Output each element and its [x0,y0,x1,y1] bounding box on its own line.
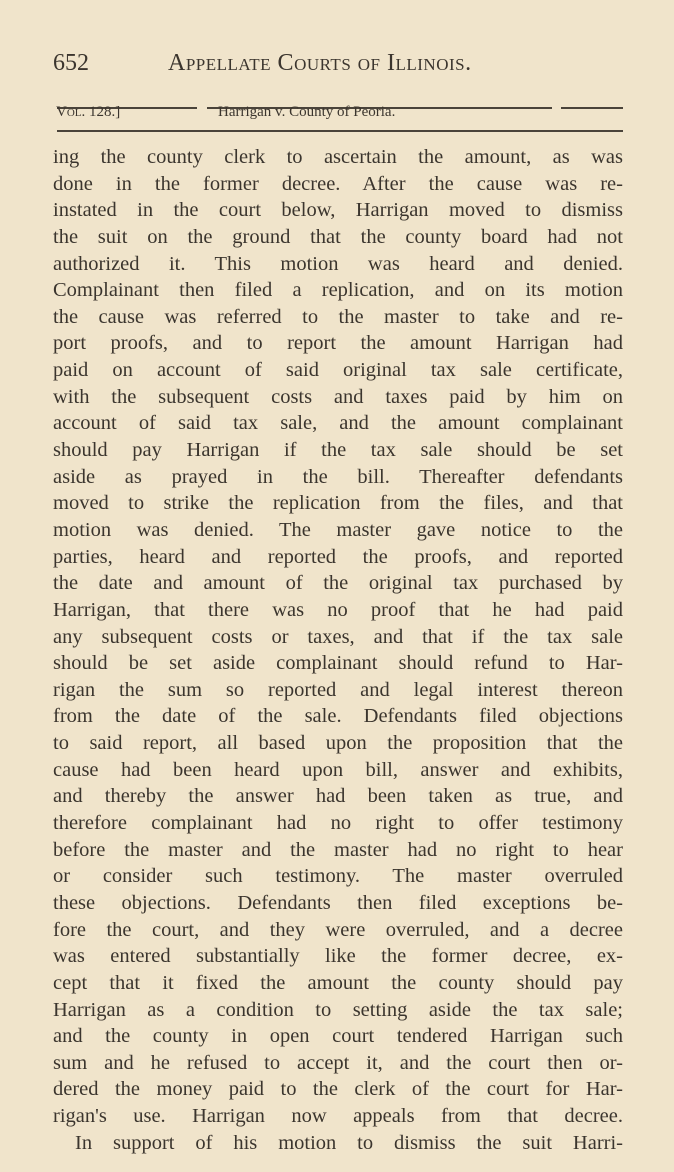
text-line: parties, heard and reported the proofs, and reported [53,545,623,568]
text-line: from the date of the sale. Defendants filed objections [53,705,623,728]
text-line: authorized it. This motion was heard and denied. [53,252,623,275]
text-line: aside as prayed in the bill. Thereafter defendants [53,465,623,488]
header-rule-bottom [57,130,623,132]
text-line: In support of his motion to dismiss the suit Harri- [75,1131,623,1154]
body-text [53,144,623,1156]
text-line: account of said tax sale, and the amount complainant [53,412,623,435]
text-line: motion was denied. The master gave notice to the [53,518,623,541]
running-title: Appellate Courts of Illinois. [168,50,472,76]
text-line: the cause was referred to the master to take and re- [53,305,623,328]
text-line: cept that it fixed the amount the county should pay [53,971,623,994]
text-line: port proofs, and to report the amount Harrigan had [53,332,623,355]
text-line: done in the former decree. After the cause was re- [53,172,623,195]
text-line: the suit on the ground that the county board had not [53,225,623,248]
volume-label: Vol. 128.] [56,104,121,120]
text-line: cause had been heard upon bill, answer and exhibits, [53,758,623,781]
text-line: therefore complainant had no right to offer testimony [53,812,623,835]
text-line: moved to strike the replication from the files, and that [53,492,623,515]
text-line: was entered substantially like the former decree, ex- [53,945,623,968]
text-line: paid on account of said original tax sale certificate, [53,359,623,382]
text-line: or consider such testimony. The master overruled [53,865,623,888]
text-line: Complainant then filed a replication, and on its motion [53,279,623,302]
case-title: Harrigan v. County of Peoria. [218,104,396,120]
page-number: 652 [53,50,89,76]
text-line: any subsequent costs or taxes, and that if the tax sale [53,625,623,648]
text-line: these objections. Defendants then filed exceptions be- [53,891,623,914]
text-line: instated in the court below, Harrigan moved to dismiss [53,199,623,222]
header-rule-right [561,107,623,109]
text-line: sum and he refused to accept it, and the court then or- [53,1051,623,1074]
text-line: with the subsequent costs and taxes paid by him on [53,385,623,408]
text-line: fore the court, and they were overruled, and a decree [53,918,623,941]
text-line: to said report, all based upon the proposition that the [53,732,623,755]
text-line: Harrigan, that there was no proof that he had paid [53,598,623,621]
text-line: rigan the sum so reported and legal interest thereon [53,678,623,701]
text-line: Harrigan as a condition to setting aside the tax sale; [53,998,623,1021]
text-line: before the master and the master had no right to hear [53,838,623,861]
text-line: rigan's use. Harrigan now appeals from that decree. [53,1105,623,1128]
text-line: and the county in open court tendered Harrigan such [53,1025,623,1048]
text-line: the date and amount of the original tax purchased by [53,572,623,595]
text-line: and thereby the answer had been taken as true, and [53,785,623,808]
text-line: should pay Harrigan if the tax sale should be set [53,439,623,462]
text-line: should be set aside complainant should refund to Har- [53,652,623,675]
text-line: dered the money paid to the clerk of the court for Har- [53,1078,623,1101]
text-line: ing the county clerk to ascertain the amount, as was [53,146,623,168]
running-header [53,50,623,86]
